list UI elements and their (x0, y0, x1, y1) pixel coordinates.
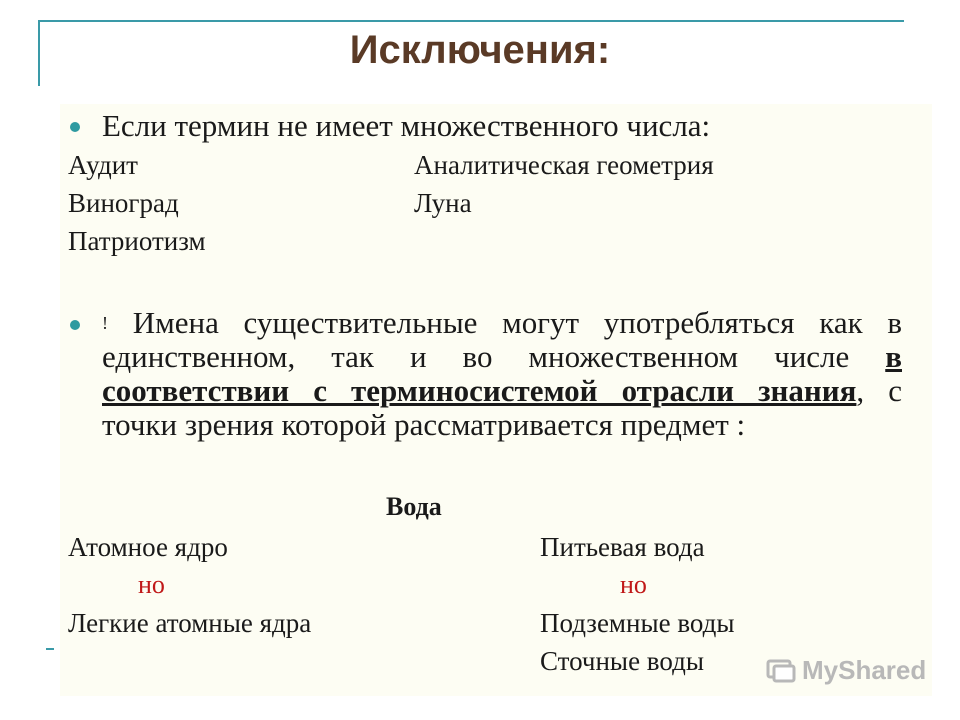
example-right-but: но (620, 570, 647, 599)
list-item: Виноград (68, 188, 179, 218)
example-right-second: Подземные воды (540, 608, 735, 638)
slide-title: Исключения: (349, 28, 611, 72)
frame-top-line (38, 20, 904, 22)
slide-tick-mark (46, 648, 54, 650)
bullet-dot-icon (70, 320, 80, 330)
list-item: Аудит (68, 150, 138, 180)
bullet-2-underlined: в соответствии с терминосистемой отрасли знания (102, 339, 902, 408)
exclamation-mark: ! (102, 313, 108, 333)
bullet-2-text (102, 306, 902, 442)
example-heading: Вода (386, 492, 442, 521)
list-item: Патриотизм (68, 226, 206, 256)
myshared-logo-icon (766, 658, 796, 684)
bullet-2-text-part: Имена существительные могут употребляться как в единственном, так и во множественном числе (102, 305, 902, 374)
example-right-first: Питьевая вода (540, 532, 705, 562)
bullet-1-text: Если термин не имеет множественного числа: (102, 108, 711, 143)
list-item: Аналитическая геометрия (414, 150, 714, 180)
example-left-first: Атомное ядро (68, 532, 228, 562)
example-left-but: но (138, 570, 165, 599)
watermark (766, 655, 926, 686)
bullet-dot-icon (70, 122, 80, 132)
bullet-2-text-part: , с точки зрения которой рассматривается предмет : (102, 373, 902, 442)
example-right-third: Сточные воды (540, 646, 704, 676)
list-item: Луна (414, 188, 472, 218)
watermark-text: MyShared (802, 655, 927, 685)
example-left-second: Легкие атомные ядра (68, 608, 312, 638)
